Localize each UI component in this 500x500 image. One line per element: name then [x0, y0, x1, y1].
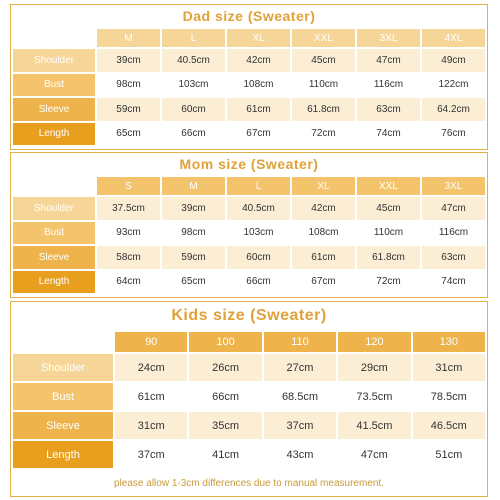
row-label: Sleeve: [13, 98, 95, 121]
corner-cell: [13, 177, 95, 195]
table-cell: 68.5cm: [281, 390, 319, 403]
table-cell: 72cm: [376, 276, 401, 288]
table-cell: 67cm: [311, 276, 336, 288]
table-cell: 42cm: [311, 202, 336, 214]
table-cell: 46.5cm: [430, 419, 467, 432]
table-row: [13, 197, 485, 220]
row-label: Length: [13, 123, 95, 146]
row-label: Shoulder: [13, 197, 95, 220]
size-header: 130: [413, 332, 485, 352]
table-row: [13, 383, 485, 410]
dad-size-table: [11, 27, 487, 147]
size-header: 90: [115, 332, 187, 352]
table-cell: 63cm: [441, 251, 466, 263]
size-header: 3XL: [357, 29, 420, 47]
table-cell: 40.5cm: [177, 54, 210, 66]
table-cell: 66cm: [181, 128, 206, 140]
table-cell: 64.2cm: [437, 103, 470, 115]
table-cell: 29cm: [360, 361, 388, 374]
table-cell: 47cm: [376, 54, 401, 66]
table-cell: 47cm: [360, 448, 388, 461]
table-cell: 41.5cm: [356, 419, 393, 432]
table-row: [13, 49, 485, 72]
row-label: Bust: [13, 383, 113, 410]
table-cell: 108cm: [243, 79, 274, 91]
table-cell: 47cm: [441, 202, 466, 214]
size-header: 3XL: [422, 177, 485, 195]
dad-size-panel: [10, 4, 488, 150]
size-header: XL: [227, 29, 290, 47]
table-cell: 116cm: [373, 79, 404, 91]
table-cell: 110cm: [308, 79, 339, 91]
table-cell: 60cm: [181, 103, 206, 115]
table-cell: 61cm: [137, 390, 165, 403]
size-header: L: [162, 29, 225, 47]
measurement-footnote: please allow 1-3cm differences due to manual measurement.: [114, 478, 384, 489]
size-header: M: [97, 29, 160, 47]
table-cell: 37cm: [137, 448, 165, 461]
table-cell: 116cm: [438, 227, 469, 239]
size-header: XXL: [357, 177, 420, 195]
table-cell: 74cm: [376, 128, 401, 140]
table-cell: 61.8cm: [307, 103, 340, 115]
table-cell: 39cm: [181, 202, 206, 214]
table-row: [13, 246, 485, 269]
size-header: 100: [189, 332, 261, 352]
table-cell: 39cm: [116, 54, 141, 66]
table-cell: 78.5cm: [430, 390, 467, 403]
size-header: 120: [338, 332, 410, 352]
row-label: Bust: [13, 74, 95, 97]
row-label: Sleeve: [13, 246, 95, 269]
table-cell: 35cm: [212, 419, 240, 432]
table-cell: 65cm: [181, 276, 206, 288]
dad-size-title: Dad size (Sweater): [182, 8, 316, 24]
table-cell: 74cm: [441, 276, 466, 288]
kids-size-title: Kids size (Sweater): [171, 307, 327, 324]
table-cell: 51cm: [435, 448, 463, 461]
table-row: [13, 354, 485, 381]
table-row: [13, 123, 485, 146]
table-cell: 65cm: [116, 128, 141, 140]
table-cell: 58cm: [116, 251, 141, 263]
table-cell: 24cm: [137, 361, 165, 374]
table-cell: 61cm: [246, 103, 271, 115]
table-cell: 37cm: [286, 419, 314, 432]
corner-cell: [13, 332, 113, 352]
table-cell: 66cm: [212, 390, 240, 403]
table-cell: 61cm: [311, 251, 336, 263]
table-cell: 43cm: [286, 448, 314, 461]
size-header: 4XL: [422, 29, 485, 47]
row-label: Sleeve: [13, 412, 113, 439]
table-cell: 66cm: [246, 276, 271, 288]
table-cell: 98cm: [116, 79, 141, 91]
table-cell: 73.5cm: [356, 390, 393, 403]
table-cell: 31cm: [137, 419, 165, 432]
table-cell: 49cm: [441, 54, 466, 66]
mom-size-title: Mom size (Sweater): [179, 156, 319, 172]
table-cell: 76cm: [441, 128, 466, 140]
table-cell: 103cm: [243, 227, 274, 239]
table-cell: 41cm: [212, 448, 240, 461]
table-cell: 72cm: [311, 128, 336, 140]
size-header: XXL: [292, 29, 355, 47]
table-cell: 64cm: [116, 276, 141, 288]
table-row: [13, 441, 485, 468]
table-cell: 27cm: [286, 361, 314, 374]
table-cell: 93cm: [116, 227, 141, 239]
table-cell: 45cm: [376, 202, 401, 214]
row-label: Length: [13, 271, 95, 294]
row-label: Shoulder: [13, 49, 95, 72]
corner-cell: [13, 29, 95, 47]
row-label: Shoulder: [13, 354, 113, 381]
table-cell: 31cm: [435, 361, 463, 374]
table-cell: 108cm: [308, 227, 339, 239]
size-header: M: [162, 177, 225, 195]
table-cell: 103cm: [178, 79, 209, 91]
table-row: [13, 98, 485, 121]
table-cell: 67cm: [246, 128, 271, 140]
table-cell: 63cm: [376, 103, 401, 115]
size-header: L: [227, 177, 290, 195]
mom-size-panel: [10, 152, 488, 298]
table-row: [13, 412, 485, 439]
mom-size-table: [11, 175, 487, 295]
table-cell: 59cm: [181, 251, 206, 263]
table-cell: 122cm: [438, 79, 469, 91]
row-label: Length: [13, 441, 113, 468]
table-cell: 61.8cm: [372, 251, 405, 263]
table-cell: 110cm: [373, 227, 404, 239]
table-cell: 40.5cm: [242, 202, 275, 214]
table-cell: 26cm: [212, 361, 240, 374]
table-row: [13, 74, 485, 97]
size-header: XL: [292, 177, 355, 195]
size-header: S: [97, 177, 160, 195]
table-cell: 45cm: [311, 54, 336, 66]
table-row: [13, 222, 485, 245]
table-cell: 98cm: [181, 227, 206, 239]
kids-size-panel: [10, 301, 488, 497]
row-label: Bust: [13, 222, 95, 245]
table-row: [13, 271, 485, 294]
table-cell: 60cm: [246, 251, 271, 263]
table-cell: 37.5cm: [112, 202, 145, 214]
table-cell: 42cm: [246, 54, 271, 66]
size-header: 110: [264, 332, 336, 352]
kids-size-table: [11, 330, 487, 470]
table-cell: 59cm: [116, 103, 141, 115]
